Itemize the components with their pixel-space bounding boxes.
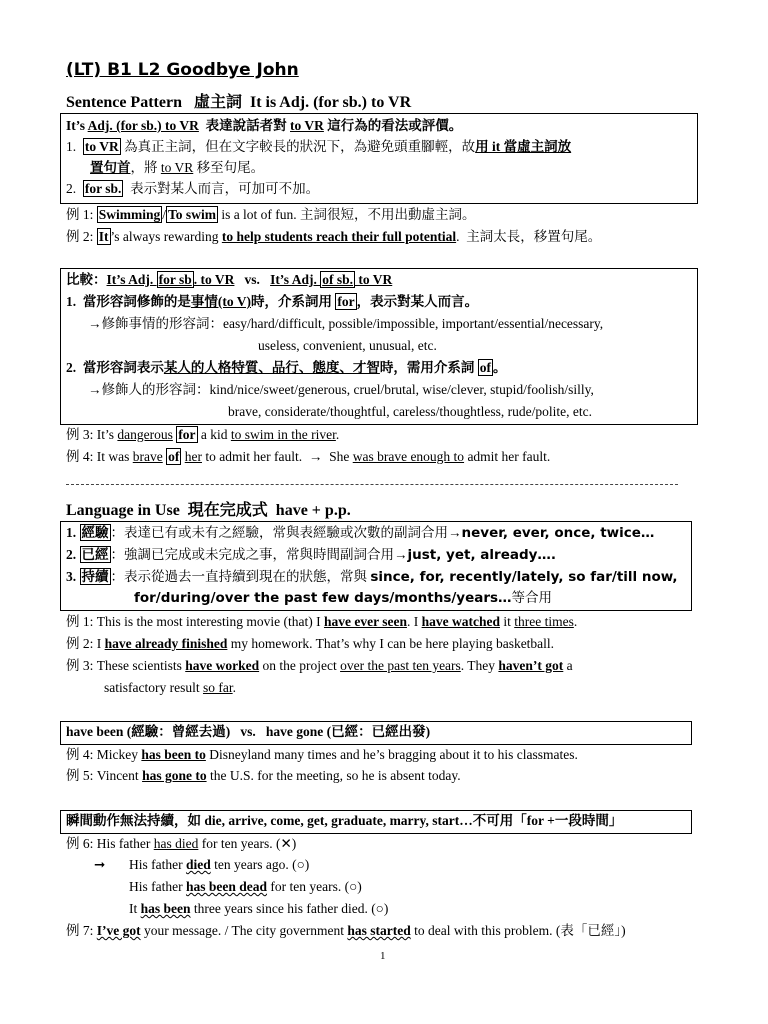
pp-example-3-continued: satisfactory result so far. [104,680,236,695]
example-3: 例 3: It’s dangerous for a kid to swim in the river. [66,427,340,442]
momentary-verbs-rule: 瞬間動作無法持續，如 die, arrive, come, get, graduate, marry, start…不可用「for +一段時間」 [66,813,623,828]
pp-example-6-correct-1: His father died ten years ago. (○) [129,857,310,872]
usage-duration: 3. 持續 ：表示從過去一直持續到現在的狀態，常與 since, for, recently/lately, so far/till now, [66,569,678,585]
comparison-rule-1: 1. 當形容詞修飾的是事情(to V)時，介系詞用 for ，表示對某人而言。 [66,294,479,309]
rule-box-line-2: 1. to VR 為真正主詞，但在文字較長的狀況下，為避免頭重腳輕，故用 it 當虛主詞放 [66,139,572,154]
pp-example-6-correct-3: It has been three years since his father died. (○) [129,901,389,916]
rule-box-line-1: It’s Adj. (for sb.) to VR 表達說話者對 to VR 這行為的看法或評價。 [66,118,463,133]
section-divider [66,484,678,485]
pp-example-5: 例 5: Vincent has gone to the U.S. for the meeting, so he is absent today. [66,768,461,783]
comparison-adjectives-people-1: →修飾人的形容詞：kind/nice/sweet/generous, cruel/brutal, wise/clever, stupid/foolish/silly, [88,382,594,397]
language-in-use-header: Language in Use 現在完成式 have + p.p. [66,502,351,519]
pp-example-4: 例 4: Mickey has been to Disneyland many times and he’s bragging about it to his classmates. [66,747,578,762]
comparison-adjectives-people-2: brave, considerate/thoughtful, careless/thoughtless, rude/polite, etc. [228,404,593,419]
pp-example-1: 例 1: This is the most interesting movie (that) I have ever seen. I have watched it three times. [66,614,578,629]
example-2: 例 2: It ’s always rewarding to help students reach their full potential. 主詞太長，移置句尾。 [66,229,602,244]
comparison-title: 比較：It’s Adj. for sb . to VR vs. It’s Adj. of sb. to VR [66,272,393,287]
comparison-adjectives-things-2: useless, convenient, unusual, etc. [258,338,437,353]
pp-example-6: 例 6: His father has died for ten years. (✕) [66,836,297,852]
rule-box-line-4: 2. for sb. 表示對某人而言，可加可不加。 [66,181,320,196]
document-title: (LT) B1 L2 Goodbye John [66,60,299,80]
sentence-pattern-header: Sentence Pattern 虛主詞 It is Adj. (for sb.) to VR [66,94,412,111]
usage-duration-continued: for/during/over the past few days/months/years…等合用 [134,590,553,606]
comparison-rule-2: 2. 當形容詞表示某人的人格特質、品行、態度、才智時，需用介系詞 of 。 [66,360,507,375]
pp-example-7: 例 7: I’ve got your message. / The city government has started to deal with this problem. (表「已經」) [66,923,626,938]
example-1: 例 1: Swimming / To swim is a lot of fun. 主詞很短，不用出動虛主詞。 [66,207,476,222]
pp-example-6-correct-2: His father has been dead for ten years. (○) [129,879,362,894]
usage-completion: 2. 已經 ：強調已完成或未完成之事，常與時間副詞合用→just, yet, already…. [66,547,557,563]
pp-example-3: 例 3: These scientists have worked on the project over the past ten years. They haven’t got a [66,658,573,673]
example-4: 例 4: It was brave of her to admit her fault. → She was brave enough to admit her fault. [66,449,551,464]
arrow-icon: ➞ [94,857,106,872]
comparison-adjectives-things-1: →修飾事情的形容詞：easy/hard/difficult, possible/impossible, important/essential/necessary, [88,316,604,331]
usage-experience: 1. 經驗 ：表達已有或未有之經驗，常與表經驗或次數的副詞合用→never, ever, once, twice… [66,525,655,541]
rule-box-line-3: 置句首，將 to VR 移至句尾。 [90,160,265,175]
been-vs-gone-title: have been (經驗：曾經去過) vs. have gone (已經：已經出發) [66,724,431,739]
page-number: 1 [380,950,386,962]
pp-example-2: 例 2: I have already finished my homework. That’s why I can be here playing basketball. [66,636,555,651]
